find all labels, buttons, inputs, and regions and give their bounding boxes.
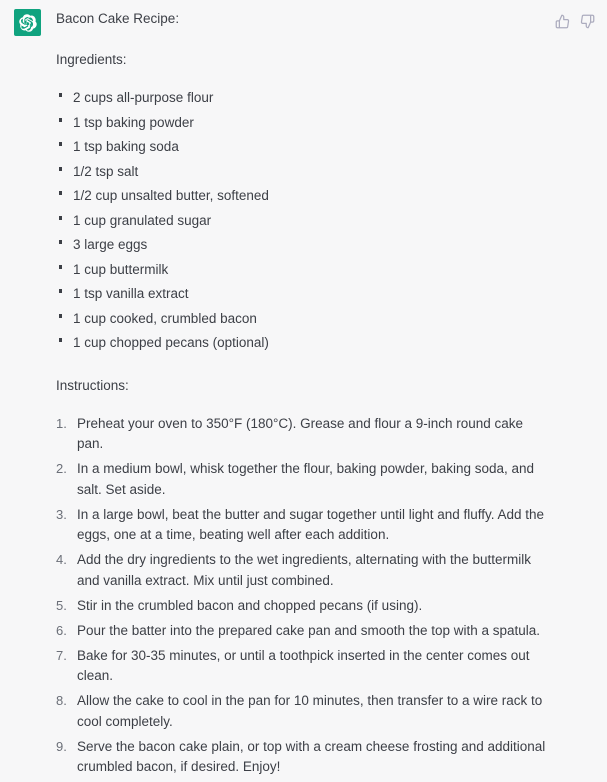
list-item: Preheat your oven to 350°F (180°C). Grease and flour a 9-inch round cake pan.	[77, 415, 524, 451]
assistant-avatar	[14, 9, 41, 36]
list-item: 1 cup buttermilk	[56, 260, 548, 280]
thumbs-up-button[interactable]	[553, 12, 572, 31]
list-item: 1 tsp baking powder	[56, 113, 548, 133]
spacer	[56, 70, 548, 88]
ingredients-heading: Ingredients:	[56, 52, 127, 67]
recipe-title: Bacon Cake Recipe:	[56, 11, 180, 26]
list-item: Add the dry ingredients to the wet ingredients, alternating with the buttermilk and vanilla extract. Mix until just combined.	[77, 552, 532, 588]
list-item: Serve the bacon cake plain, or top with a cream cheese frosting and additional crumbled bacon, if desired. Enjoy!	[77, 738, 546, 774]
list-item: 1 tsp vanilla extract	[56, 284, 548, 304]
list-item: 1/2 tsp salt	[56, 162, 548, 182]
spacer	[56, 29, 548, 50]
message-actions	[553, 12, 597, 31]
list-item: 1 cup cooked, crumbled bacon	[56, 309, 548, 329]
list-item: Allow the cake to cool in the pan for 10 minutes, then transfer to a wire rack to cool completely.	[77, 693, 543, 729]
list-item: 1 tsp baking soda	[56, 137, 548, 157]
list-item: In a large bowl, beat the butter and sugar together until light and fluffy. Add the eggs, one at a time, beating well after each addition.	[77, 506, 545, 542]
instructions-heading: Instructions:	[56, 377, 129, 393]
list-item: 2 cups all-purpose flour	[56, 88, 548, 108]
list-item: 1 cup chopped pecans (optional)	[56, 333, 548, 353]
list-item: 1/2 cup unsalted butter, softened	[56, 186, 548, 206]
list-item: Stir in the crumbled bacon and chopped pecans (if using).	[77, 597, 423, 613]
spacer	[56, 396, 548, 414]
instructions-list	[56, 414, 548, 778]
list-item: In a medium bowl, whisk together the flour, baking powder, baking soda, and salt. Set aside.	[77, 461, 535, 497]
thumbs-up-icon	[555, 14, 570, 29]
ingredients-list	[56, 88, 548, 353]
thumbs-down-button[interactable]	[578, 12, 597, 31]
openai-logo-icon	[19, 14, 37, 32]
list-item: 1 cup granulated sugar	[56, 211, 548, 231]
list-item: Bake for 30-35 minutes, or until a toothpick inserted in the center comes out clean.	[77, 647, 530, 683]
message-content	[56, 9, 548, 782]
spacer	[56, 358, 548, 376]
thumbs-down-icon	[580, 14, 595, 29]
list-item: 3 large eggs	[56, 235, 548, 255]
list-item: Pour the batter into the prepared cake pan and smooth the top with a spatula.	[77, 622, 541, 638]
